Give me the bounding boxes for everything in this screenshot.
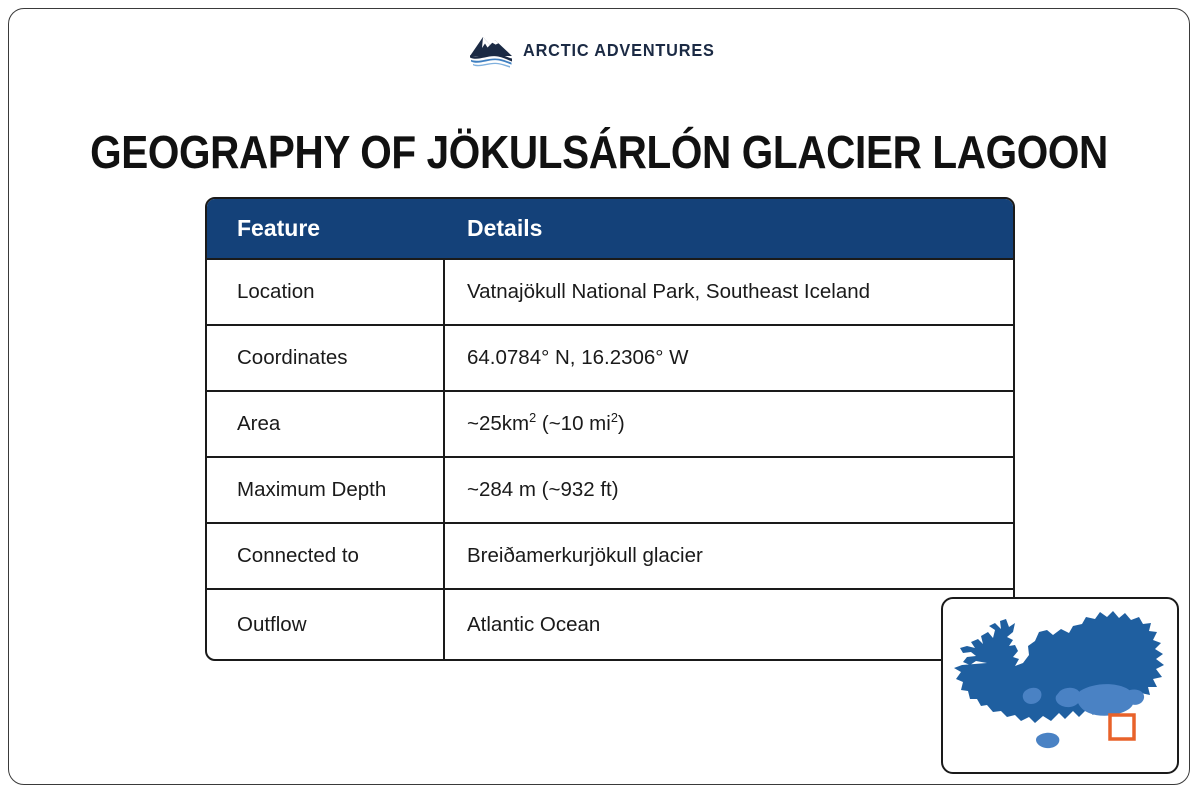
row-feature-area: Area — [207, 392, 445, 456]
mountain-wave-icon — [468, 31, 514, 69]
row-details-location: Vatnajökull National Park, Southeast Iceland — [467, 280, 871, 303]
geography-facts-table — [205, 197, 1015, 661]
row-details-area — [445, 392, 1013, 456]
table-row — [207, 590, 1013, 659]
table-row — [207, 326, 1013, 392]
table-header-row — [207, 199, 1013, 260]
iceland-map-icon — [943, 599, 1177, 772]
table-row — [207, 458, 1013, 524]
row-details-outflow: Atlantic Ocean — [467, 612, 601, 636]
iceland-landmass-shape — [954, 611, 1164, 723]
row-feature-connected-to: Connected to — [207, 524, 445, 588]
page-card — [8, 8, 1190, 785]
row-details-maximum-depth: ~284 m (~932 ft) — [467, 478, 619, 501]
table-row — [207, 524, 1013, 590]
row-feature-maximum-depth: Maximum Depth — [207, 458, 445, 522]
page-title: GEOGRAPHY OF JÖKULSÁRLÓN GLACIER LAGOON — [90, 125, 1108, 178]
brand-logo — [9, 31, 1189, 69]
location-highlight-square-icon — [1110, 715, 1134, 739]
row-feature-outflow: Outflow — [207, 590, 445, 659]
brand-name: ARCTIC ADVENTURES — [523, 39, 716, 60]
table-row — [207, 392, 1013, 458]
row-feature-location: Location — [207, 260, 445, 324]
column-header-feature: Feature — [207, 199, 445, 258]
row-feature-coordinates: Coordinates — [207, 326, 445, 390]
area-value-text: $\sim 25km^2$ (~10 $mi^2$) — [467, 410, 625, 435]
row-details-connected-to: Breiðamerkurjökull glacier — [467, 544, 703, 567]
iceland-map-inset — [941, 597, 1179, 774]
row-details-coordinates: 64.0784° N, 16.2306° W — [467, 346, 689, 369]
column-header-details: Details — [445, 199, 1013, 258]
table-row — [207, 260, 1013, 326]
